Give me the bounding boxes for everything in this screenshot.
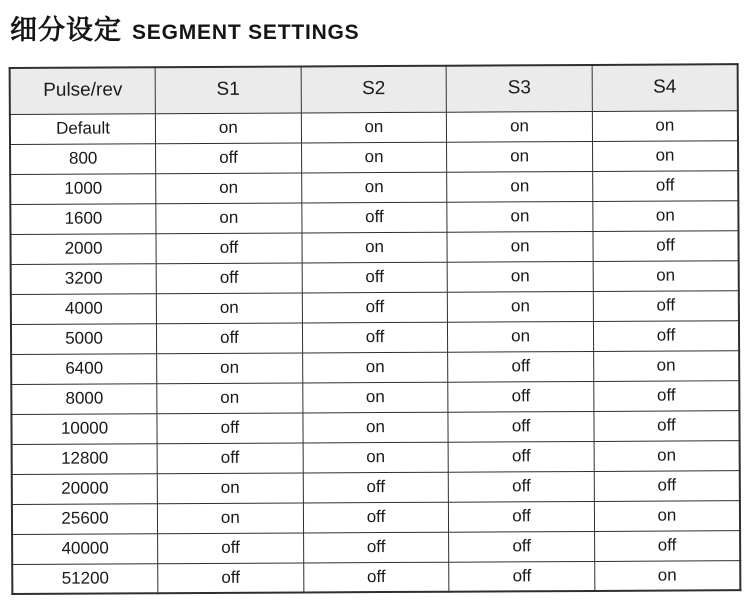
- s4-state-cell: on: [595, 560, 741, 591]
- table-body: [10, 110, 741, 594]
- s1-state-cell: on: [156, 292, 302, 323]
- s1-state-cell: on: [157, 352, 303, 383]
- pulse-rev-cell: 1600: [10, 203, 156, 234]
- s3-state-cell: on: [448, 291, 594, 322]
- s3-state-cell: on: [447, 141, 593, 172]
- column-header-s4: S4: [592, 64, 738, 111]
- s2-state-cell: on: [303, 412, 449, 443]
- pulse-rev-cell: 10000: [11, 413, 157, 444]
- pulse-rev-cell: 2000: [10, 233, 156, 264]
- pulse-rev-cell: 5000: [11, 323, 157, 354]
- table-row: [10, 140, 738, 174]
- s4-state-cell: on: [593, 200, 739, 231]
- s3-state-cell: off: [449, 561, 595, 592]
- page-title-chinese: 细分设定: [10, 15, 122, 45]
- table-row: [11, 260, 739, 294]
- s1-state-cell: off: [157, 442, 303, 473]
- s4-state-cell: on: [593, 260, 739, 291]
- s4-state-cell: on: [594, 440, 740, 471]
- s2-state-cell: off: [302, 262, 448, 293]
- s3-state-cell: off: [449, 501, 595, 532]
- table-row: [12, 560, 740, 594]
- s1-state-cell: off: [156, 262, 302, 293]
- table-row: [11, 380, 739, 414]
- s4-state-cell: on: [593, 350, 739, 381]
- s2-state-cell: off: [302, 322, 448, 353]
- s1-state-cell: on: [156, 202, 302, 233]
- table-row: [12, 500, 740, 534]
- s4-state-cell: off: [594, 380, 740, 411]
- s1-state-cell: on: [157, 502, 303, 533]
- column-header-pulse-rev: Pulse/rev: [10, 67, 156, 114]
- s2-state-cell: on: [301, 112, 447, 143]
- s2-state-cell: off: [302, 292, 448, 323]
- table-row: [12, 470, 740, 504]
- column-header-s3: S3: [446, 65, 592, 112]
- s3-state-cell: off: [448, 381, 594, 412]
- s4-state-cell: off: [593, 230, 739, 261]
- s3-state-cell: off: [448, 411, 594, 442]
- pulse-rev-cell: 6400: [11, 353, 157, 384]
- s3-state-cell: on: [447, 111, 593, 142]
- s2-state-cell: off: [303, 502, 449, 533]
- s3-state-cell: off: [448, 441, 594, 472]
- s4-state-cell: on: [592, 110, 738, 141]
- s2-state-cell: off: [303, 472, 449, 503]
- s2-state-cell: on: [301, 172, 447, 203]
- table-row: [11, 410, 739, 444]
- segment-settings-table: [9, 63, 742, 595]
- s3-state-cell: off: [449, 531, 595, 562]
- s1-state-cell: off: [156, 232, 302, 263]
- table-header-row: [10, 64, 738, 114]
- table-row: [10, 170, 738, 204]
- s4-state-cell: on: [592, 140, 738, 171]
- table-row: [10, 230, 738, 264]
- pulse-rev-cell: Default: [10, 113, 156, 144]
- table-row: [12, 440, 740, 474]
- s4-state-cell: off: [594, 470, 740, 501]
- table-row: [10, 110, 738, 144]
- s3-state-cell: on: [447, 201, 593, 232]
- s2-state-cell: on: [303, 442, 449, 473]
- page-title: [10, 8, 740, 47]
- pulse-rev-cell: 800: [10, 143, 156, 174]
- s3-state-cell: off: [449, 471, 595, 502]
- pulse-rev-cell: 4000: [11, 293, 157, 324]
- table-row: [11, 350, 739, 384]
- s4-state-cell: off: [594, 530, 740, 561]
- s3-state-cell: on: [447, 231, 593, 262]
- s4-state-cell: off: [593, 170, 739, 201]
- pulse-rev-cell: 1000: [10, 173, 156, 204]
- s4-state-cell: on: [594, 500, 740, 531]
- s3-state-cell: on: [447, 261, 593, 292]
- table-row: [10, 200, 738, 234]
- s2-state-cell: on: [302, 382, 448, 413]
- s1-state-cell: on: [157, 382, 303, 413]
- s2-state-cell: on: [301, 142, 447, 173]
- s4-state-cell: off: [593, 290, 739, 321]
- column-header-s1: S1: [155, 66, 301, 113]
- s2-state-cell: on: [302, 352, 448, 383]
- pulse-rev-cell: 12800: [12, 443, 158, 474]
- table-row: [11, 290, 739, 324]
- s3-state-cell: off: [448, 351, 594, 382]
- table-row: [11, 320, 739, 354]
- pulse-rev-cell: 20000: [12, 473, 158, 504]
- s3-state-cell: on: [448, 321, 594, 352]
- pulse-rev-cell: 8000: [11, 383, 157, 414]
- pulse-rev-cell: 25600: [12, 503, 158, 534]
- s4-state-cell: off: [594, 410, 740, 441]
- pulse-rev-cell: 40000: [12, 533, 158, 564]
- table-row: [12, 530, 740, 564]
- s1-state-cell: off: [157, 412, 303, 443]
- page-title-english: SEGMENT SETTINGS: [132, 21, 360, 44]
- s1-state-cell: off: [158, 532, 304, 563]
- s1-state-cell: on: [157, 472, 303, 503]
- pulse-rev-cell: 51200: [12, 563, 158, 594]
- s1-state-cell: off: [157, 322, 303, 353]
- pulse-rev-cell: 3200: [11, 263, 157, 294]
- s1-state-cell: on: [155, 112, 301, 143]
- s2-state-cell: off: [302, 202, 448, 233]
- s1-state-cell: off: [158, 562, 304, 593]
- s4-state-cell: off: [593, 320, 739, 351]
- s2-state-cell: on: [302, 232, 448, 263]
- column-header-s2: S2: [301, 66, 447, 113]
- s2-state-cell: off: [303, 562, 449, 593]
- s1-state-cell: on: [156, 172, 302, 203]
- s3-state-cell: on: [447, 171, 593, 202]
- s2-state-cell: off: [303, 532, 449, 563]
- s1-state-cell: off: [156, 142, 302, 173]
